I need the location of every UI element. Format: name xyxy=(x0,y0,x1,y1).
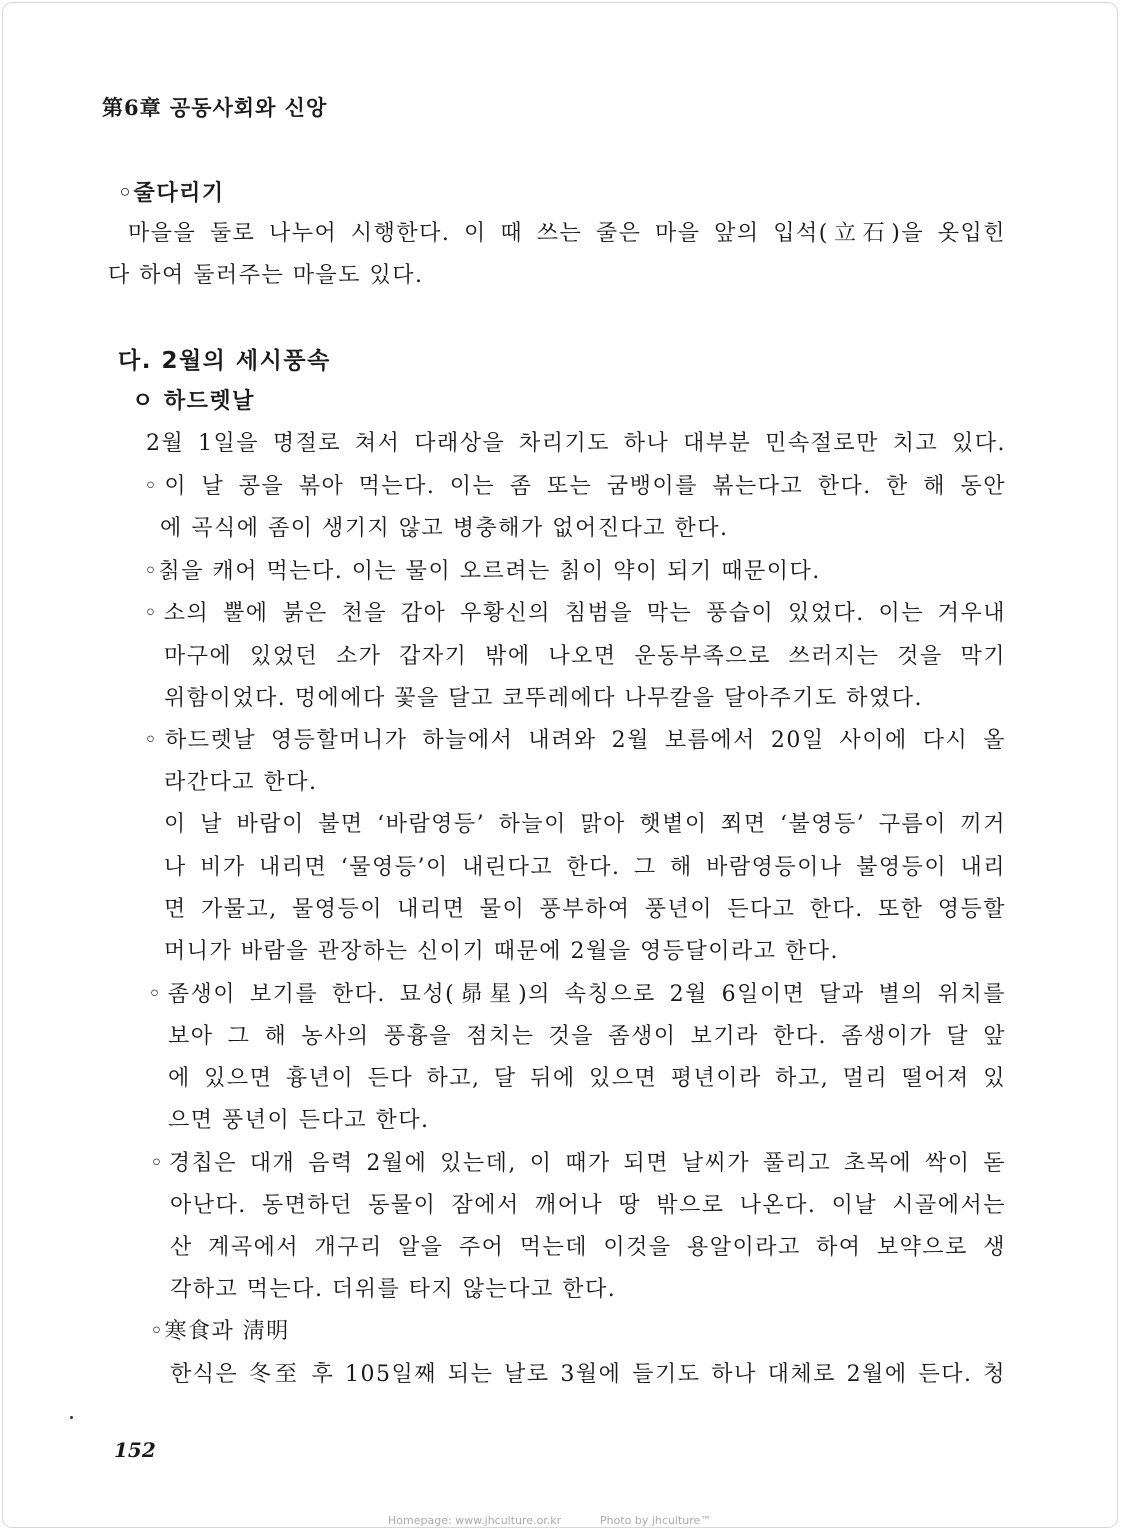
page-number: 152 xyxy=(114,1438,156,1462)
text-line: 위함이었다. 멍에에다 꽃을 달고 코뚜레에다 나무칼을 달아주기도 하였다. xyxy=(164,686,924,711)
text-line: 한식은 冬至 후 105일째 되는 날로 3월에 들기도 하나 대체로 2월에 든다. 청 xyxy=(170,1362,1006,1387)
text-line: 각하고 먹는다. 더위를 타지 않는다고 한다. xyxy=(170,1277,617,1302)
section-title: 다. 2월의 세시풍속 xyxy=(118,348,331,374)
text-line: 보아 그 해 농사의 풍흉을 점치는 것을 좀생이 보기라 한다. 좀생이가 달 앞 xyxy=(168,1024,1006,1049)
text-line: ◦경칩은 대개 음력 2월에 있는데, 이 때가 되면 날씨가 풀리고 초목에 싹이 돋 xyxy=(150,1151,1006,1176)
text-line: 마구에 있었던 소가 갑자기 밖에 나오면 운동부족으로 쓰러지는 것을 막기 xyxy=(164,644,1006,669)
footer-homepage: Homepage: www.jhculture.or.kr xyxy=(388,1514,562,1527)
text-line: 2월 1일을 명절로 쳐서 다래상을 차리기도 하나 대부분 민속절로만 치고 있다. xyxy=(146,431,1006,456)
text-line: 아난다. 동면하던 동물이 잠에서 깨어나 땅 밖으로 나온다. 이날 시골에서는 xyxy=(170,1193,1006,1218)
section-heading: ◦줄다리기 xyxy=(118,181,225,206)
speck-mark xyxy=(70,1416,73,1419)
text-line: 머니가 바람을 관장하는 신이기 때문에 2월을 영등달이라고 한다. xyxy=(164,939,839,964)
footer-photo-credit: Photo by jhculture™ xyxy=(600,1514,712,1527)
text-line: 산 계곡에서 개구리 알을 주어 먹는데 이것을 용알이라고 하여 보약으로 생 xyxy=(170,1235,1006,1260)
text-line: ◦칡을 캐어 먹는다. 이는 물이 오르려는 칡이 약이 되기 때문이다. xyxy=(144,559,821,584)
text-line: 에 있으면 흉년이 든다 하고, 달 뒤에 있으면 평년이라 하고, 멀리 떨어져 있 xyxy=(168,1066,1006,1091)
text-line: 면 가물고, 물영등이 내리면 물이 풍부하여 풍년이 든다고 한다. 또한 영등할 xyxy=(164,897,1006,922)
text-line: 마을을 둘로 나누어 시행한다. 이 때 쓰는 줄은 마을 앞의 입석(立石)을 옷입힌 xyxy=(128,221,1006,246)
text-line: 다 하여 둘러주는 마을도 있다. xyxy=(108,263,424,288)
text-line: ◦하드렛날 영등할머니가 하늘에서 내려와 2월 보름에서 20일 사이에 다시 올 xyxy=(144,728,1006,753)
chapter-header: 第6章 공동사회와 신앙 xyxy=(102,95,328,120)
text-line: 나 비가 내리면 ‘물영등’이 내린다고 한다. 그 해 바람영등이나 불영등이 내리 xyxy=(164,855,1006,880)
text-line: 으면 풍년이 든다고 한다. xyxy=(168,1108,430,1133)
text-line: ◦좀생이 보기를 한다. 묘성(昴星)의 속칭으로 2월 6일이면 달과 별의 위치를 xyxy=(148,982,1006,1007)
text-line: ◦이 날 콩을 볶아 먹는다. 이는 좀 또는 굼뱅이를 볶는다고 한다. 한 해 동안 xyxy=(144,474,1006,499)
text-line: 에 곡식에 좀이 생기지 않고 병충해가 없어진다고 한다. xyxy=(160,516,729,541)
text-line: 이 날 바람이 불면 ‘바람영등’ 하늘이 맑아 햇볕이 쬐면 ‘불영등’ 구름이 끼거 xyxy=(164,812,1006,837)
section-heading: ㅇ 하드렛날 xyxy=(132,389,255,414)
text-line: ◦寒食과 淸明 xyxy=(150,1319,290,1344)
text-line: 라간다고 한다. xyxy=(164,770,318,795)
text-line: ◦소의 뿔에 붉은 천을 감아 우황신의 침범을 막는 풍습이 있었다. 이는 겨우내 xyxy=(144,601,1006,626)
